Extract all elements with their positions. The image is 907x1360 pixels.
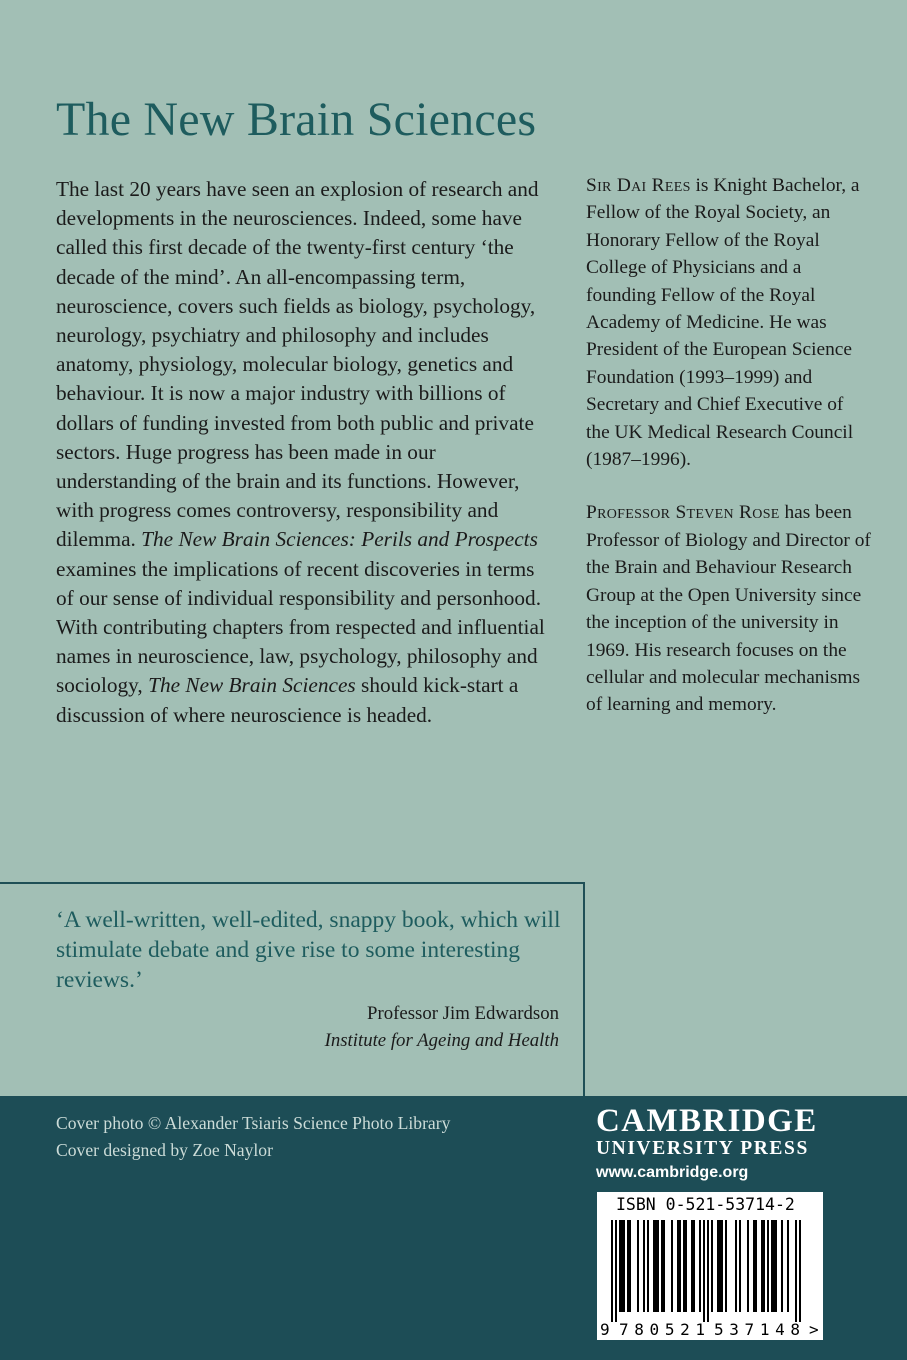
barcode-bar bbox=[787, 1220, 789, 1312]
barcode-bar bbox=[747, 1220, 749, 1312]
barcode-bar bbox=[619, 1220, 621, 1312]
barcode-bar bbox=[771, 1220, 773, 1312]
publisher-press: UNIVERSITY PRESS bbox=[596, 1138, 809, 1159]
barcode-first-digit: 9 bbox=[600, 1320, 610, 1339]
barcode-bar bbox=[629, 1220, 631, 1312]
barcode-bar bbox=[653, 1220, 655, 1312]
bio-steven-rose bbox=[586, 499, 871, 718]
publisher-name: CAMBRIDGE bbox=[596, 1103, 818, 1139]
bio-name: Professor Steven Rose bbox=[586, 502, 780, 524]
description-blurb bbox=[56, 175, 556, 730]
bio-text: is Knight Bachelor, a Fellow of the Royal Society, an Honorary Fellow of the Royal College of Physicians and a founding Fellow of the Royal Academy of Medicine. He was President of the European Science Foundation (1993–1999) and Secretary and Chief Executive of the UK Medical Research Council (1987–1996). bbox=[586, 175, 860, 471]
blurb-end: should kick-start a discussion of where neuroscience is headed. bbox=[56, 673, 519, 727]
barcode-bar bbox=[683, 1220, 685, 1312]
review-quote: ‘A well-written, well-edited, snappy book, which will stimulate debate and give rise to some interesting reviews.’ bbox=[56, 907, 561, 993]
barcode-bar bbox=[685, 1220, 687, 1312]
design-credit: Cover designed by Zoe Naylor bbox=[56, 1140, 273, 1160]
bio-dai-rees bbox=[586, 172, 871, 473]
isbn-label: ISBN 0-521-53714-2 bbox=[616, 1195, 795, 1214]
barcode-bar bbox=[795, 1220, 797, 1322]
barcode-bar bbox=[775, 1220, 777, 1312]
quote-attribution bbox=[325, 1000, 559, 1054]
blurb-book-title-full: The New Brain Sciences: Perils and Prospects bbox=[141, 527, 538, 552]
photo-credit: Cover photo © Alexander Tsiaris Science Photo Library bbox=[56, 1113, 451, 1133]
barcode-graphic bbox=[597, 1192, 823, 1340]
barcode-bar bbox=[773, 1220, 775, 1312]
barcode-bar bbox=[611, 1220, 613, 1322]
barcode-bar bbox=[707, 1220, 709, 1322]
barcode-bar bbox=[655, 1220, 657, 1312]
barcode-bar bbox=[799, 1220, 801, 1322]
barcode-bar bbox=[621, 1220, 623, 1312]
bio-text: has been Professor of Biology and Director of the Brain and Behaviour Research Group at the Open University since the inception of the university in 1969. His research focuses on the cellular and molecular mechanisms of learning and memory. bbox=[586, 502, 871, 716]
barcode-bar bbox=[647, 1220, 649, 1312]
quote-author: Professor Jim Edwardson bbox=[367, 1003, 559, 1024]
barcode-bar bbox=[781, 1220, 783, 1312]
barcode-bar bbox=[767, 1220, 769, 1312]
barcode-bar bbox=[763, 1220, 765, 1312]
barcode-end-mark: > bbox=[809, 1320, 819, 1339]
publisher-url: www.cambridge.org bbox=[596, 1164, 749, 1181]
blurb-intro: The last 20 years have seen an explosion of research and developments in the neurosciences. Indeed, some have called this first decade of the twenty-first century ‘the decade of the mind’. An all-encompassing term, neuroscience, covers such fields as biology, psychology, neurology, psychiatry and philosophy and includes anatomy, physiology, molecular biology, genetics and behaviour. It is now a major industry with billions of dollars of funding invested from both public and private sectors. Huge progress has been made in our understanding of the brain and its functions. However, with progress comes controversy, responsibility and dilemma. bbox=[56, 177, 539, 552]
barcode-bar bbox=[755, 1220, 757, 1312]
publisher-logo bbox=[596, 1104, 826, 1186]
barcode-bar bbox=[725, 1220, 727, 1312]
quote-institution: Institute for Ageing and Health bbox=[324, 1030, 559, 1051]
barcode-bar bbox=[671, 1220, 673, 1312]
barcode-bar bbox=[657, 1220, 659, 1312]
barcode-bar bbox=[739, 1220, 741, 1312]
footer-band bbox=[0, 1096, 907, 1360]
barcode-bar bbox=[753, 1220, 755, 1312]
barcode-bar bbox=[703, 1220, 705, 1322]
barcode-bar bbox=[735, 1220, 737, 1312]
barcode-bars bbox=[611, 1220, 801, 1322]
review-quote-box bbox=[0, 882, 585, 1096]
blurb-middle: examines the implications of recent discoveries in terms of our sense of individual responsibility and personhood. With contributing chapters from respected and influential names in neuroscience, law, psychology, philosophy and sociology, bbox=[56, 556, 545, 698]
barcode-bar bbox=[717, 1220, 719, 1312]
barcode-bar bbox=[761, 1220, 763, 1312]
barcode-bar bbox=[721, 1220, 723, 1312]
editor-bios bbox=[586, 172, 871, 745]
blurb-book-title-short: The New Brain Sciences bbox=[148, 673, 356, 698]
barcode-bar bbox=[693, 1220, 695, 1312]
barcode-bar bbox=[663, 1220, 665, 1312]
isbn-barcode bbox=[597, 1192, 823, 1340]
barcode-bar bbox=[711, 1220, 713, 1312]
barcode-bar bbox=[699, 1220, 701, 1312]
barcode-bar bbox=[677, 1220, 679, 1312]
barcode-bar bbox=[661, 1220, 663, 1312]
barcode-bar bbox=[719, 1220, 721, 1312]
barcode-bar bbox=[627, 1220, 629, 1312]
barcode-bar bbox=[679, 1220, 681, 1312]
barcode-bar bbox=[637, 1220, 639, 1312]
barcode-bar bbox=[643, 1220, 645, 1312]
barcode-left-digits: 780521 bbox=[619, 1320, 705, 1339]
barcode-right-digits: 537148 bbox=[714, 1320, 800, 1339]
book-title: The New Brain Sciences bbox=[56, 93, 537, 146]
barcode-bar bbox=[691, 1220, 693, 1312]
bio-name: Sir Dai Rees bbox=[586, 175, 691, 196]
barcode-bar bbox=[623, 1220, 625, 1312]
barcode-bar bbox=[615, 1220, 617, 1322]
cover-credits bbox=[56, 1110, 450, 1164]
